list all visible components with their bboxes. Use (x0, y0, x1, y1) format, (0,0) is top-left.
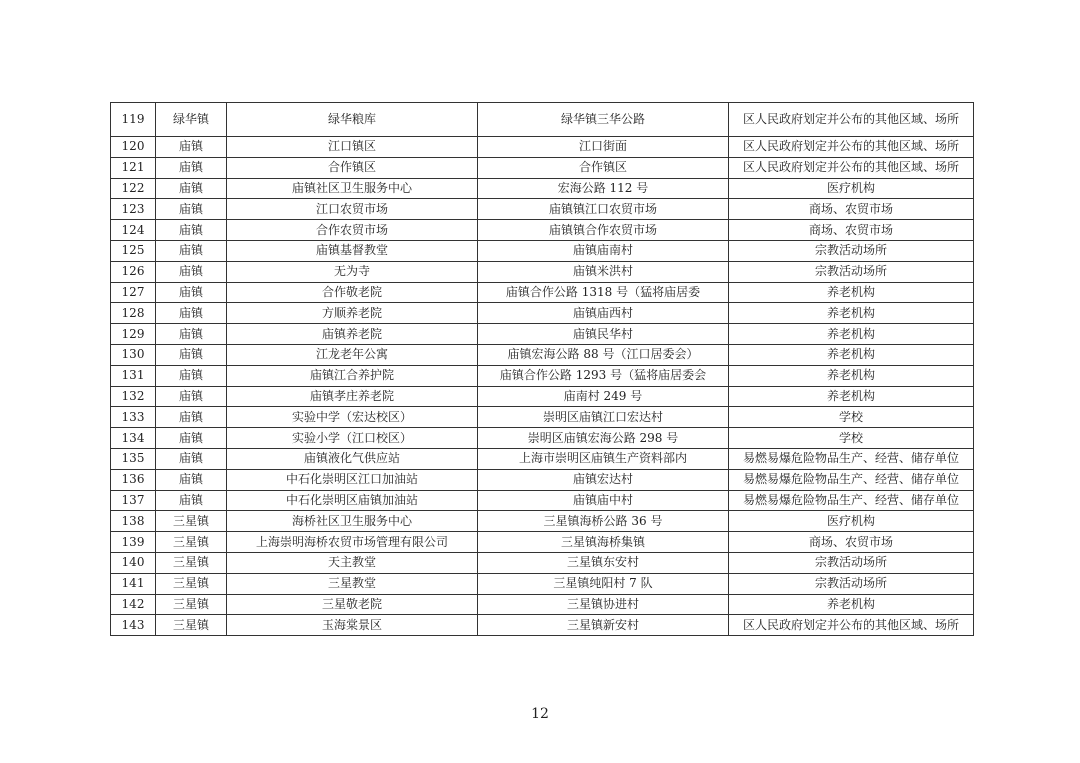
category-cell: 商场、农贸市场 (729, 220, 974, 241)
place-name-cell: 江龙老年公寓 (227, 344, 478, 365)
town-cell: 三星镇 (156, 573, 227, 594)
town-cell: 庙镇 (156, 157, 227, 178)
town-cell: 三星镇 (156, 532, 227, 553)
place-name-cell: 绿华粮库 (227, 103, 478, 137)
place-name-cell: 海桥社区卫生服务中心 (227, 511, 478, 532)
places-table (110, 102, 974, 636)
table-row (111, 594, 974, 615)
place-name-cell: 江口镇区 (227, 137, 478, 158)
row-number-cell: 131 (111, 365, 156, 386)
category-cell: 学校 (729, 428, 974, 449)
place-name-cell: 上海崇明海桥农贸市场管理有限公司 (227, 532, 478, 553)
place-name-cell: 庙镇基督教堂 (227, 240, 478, 261)
category-cell: 区人民政府划定并公布的其他区域、场所 (729, 615, 974, 636)
category-cell: 区人民政府划定并公布的其他区域、场所 (729, 137, 974, 158)
table-row (111, 324, 974, 345)
category-cell: 养老机构 (729, 594, 974, 615)
address-cell: 庙镇宏达村 (478, 469, 729, 490)
place-name-cell: 庙镇孝庄养老院 (227, 386, 478, 407)
place-name-cell: 庙镇液化气供应站 (227, 448, 478, 469)
row-number-cell: 140 (111, 552, 156, 573)
address-cell: 三星镇新安村 (478, 615, 729, 636)
town-cell: 庙镇 (156, 407, 227, 428)
category-cell: 宗教活动场所 (729, 261, 974, 282)
table-row (111, 386, 974, 407)
place-name-cell: 合作镇区 (227, 157, 478, 178)
town-cell: 庙镇 (156, 282, 227, 303)
row-number-cell: 119 (111, 103, 156, 137)
row-number-cell: 127 (111, 282, 156, 303)
address-cell: 庙镇庙中村 (478, 490, 729, 511)
place-name-cell: 中石化崇明区庙镇加油站 (227, 490, 478, 511)
address-cell: 庙南村 249 号 (478, 386, 729, 407)
place-name-cell: 江口农贸市场 (227, 199, 478, 220)
town-cell: 庙镇 (156, 261, 227, 282)
page-number: 12 (531, 706, 549, 722)
row-number-cell: 139 (111, 532, 156, 553)
place-name-cell: 三星教堂 (227, 573, 478, 594)
row-number-cell: 121 (111, 157, 156, 178)
table-row (111, 344, 974, 365)
address-cell: 庙镇庙南村 (478, 240, 729, 261)
place-name-cell: 实验中学（宏达校区） (227, 407, 478, 428)
row-number-cell: 129 (111, 324, 156, 345)
place-name-cell: 无为寺 (227, 261, 478, 282)
address-cell: 庙镇民华村 (478, 324, 729, 345)
town-cell: 三星镇 (156, 615, 227, 636)
address-cell: 庙镇镇合作农贸市场 (478, 220, 729, 241)
category-cell: 宗教活动场所 (729, 573, 974, 594)
category-cell: 养老机构 (729, 344, 974, 365)
category-cell: 易燃易爆危险物品生产、经营、储存单位 (729, 448, 974, 469)
address-cell: 庙镇合作公路 1293 号（猛将庙居委会 (478, 365, 729, 386)
category-cell: 医疗机构 (729, 511, 974, 532)
place-name-cell: 中石化崇明区江口加油站 (227, 469, 478, 490)
table-row (111, 103, 974, 137)
row-number-cell: 134 (111, 428, 156, 449)
category-cell: 商场、农贸市场 (729, 199, 974, 220)
row-number-cell: 126 (111, 261, 156, 282)
category-cell: 易燃易爆危险物品生产、经营、储存单位 (729, 469, 974, 490)
address-cell: 上海市崇明区庙镇生产资料部内 (478, 448, 729, 469)
address-cell: 庙镇宏海公路 88 号（江口居委会） (478, 344, 729, 365)
address-cell: 庙镇合作公路 1318 号（猛将庙居委 (478, 282, 729, 303)
address-cell: 绿华镇三华公路 (478, 103, 729, 137)
row-number-cell: 132 (111, 386, 156, 407)
town-cell: 庙镇 (156, 199, 227, 220)
address-cell: 三星镇东安村 (478, 552, 729, 573)
address-cell: 三星镇海桥集镇 (478, 532, 729, 553)
town-cell: 庙镇 (156, 220, 227, 241)
category-cell: 宗教活动场所 (729, 240, 974, 261)
row-number-cell: 123 (111, 199, 156, 220)
table-row (111, 428, 974, 449)
table-row (111, 573, 974, 594)
place-name-cell: 天主教堂 (227, 552, 478, 573)
table-row (111, 157, 974, 178)
category-cell: 区人民政府划定并公布的其他区域、场所 (729, 103, 974, 137)
table-row (111, 490, 974, 511)
category-cell: 商场、农贸市场 (729, 532, 974, 553)
category-cell: 养老机构 (729, 324, 974, 345)
category-cell: 区人民政府划定并公布的其他区域、场所 (729, 157, 974, 178)
place-name-cell: 庙镇社区卫生服务中心 (227, 178, 478, 199)
address-cell: 庙镇庙西村 (478, 303, 729, 324)
row-number-cell: 124 (111, 220, 156, 241)
town-cell: 庙镇 (156, 240, 227, 261)
town-cell: 庙镇 (156, 448, 227, 469)
town-cell: 庙镇 (156, 469, 227, 490)
category-cell: 养老机构 (729, 303, 974, 324)
category-cell: 学校 (729, 407, 974, 428)
category-cell: 医疗机构 (729, 178, 974, 199)
table-row (111, 407, 974, 428)
row-number-cell: 125 (111, 240, 156, 261)
address-cell: 江口街面 (478, 137, 729, 158)
table-row (111, 511, 974, 532)
table-row (111, 552, 974, 573)
address-cell: 宏海公路 112 号 (478, 178, 729, 199)
table-row (111, 199, 974, 220)
row-number-cell: 137 (111, 490, 156, 511)
category-cell: 养老机构 (729, 386, 974, 407)
address-cell: 庙镇镇江口农贸市场 (478, 199, 729, 220)
town-cell: 三星镇 (156, 594, 227, 615)
place-name-cell: 三星敬老院 (227, 594, 478, 615)
address-cell: 崇明区庙镇宏海公路 298 号 (478, 428, 729, 449)
town-cell: 三星镇 (156, 511, 227, 532)
table-row (111, 303, 974, 324)
table-row (111, 448, 974, 469)
place-name-cell: 实验小学（江口校区） (227, 428, 478, 449)
row-number-cell: 138 (111, 511, 156, 532)
town-cell: 庙镇 (156, 137, 227, 158)
town-cell: 庙镇 (156, 386, 227, 407)
town-cell: 三星镇 (156, 552, 227, 573)
town-cell: 庙镇 (156, 324, 227, 345)
place-name-cell: 合作敬老院 (227, 282, 478, 303)
table-row (111, 261, 974, 282)
category-cell: 易燃易爆危险物品生产、经营、储存单位 (729, 490, 974, 511)
table-row (111, 178, 974, 199)
row-number-cell: 136 (111, 469, 156, 490)
row-number-cell: 122 (111, 178, 156, 199)
row-number-cell: 130 (111, 344, 156, 365)
address-cell: 三星镇协进村 (478, 594, 729, 615)
place-name-cell: 合作农贸市场 (227, 220, 478, 241)
category-cell: 养老机构 (729, 365, 974, 386)
row-number-cell: 143 (111, 615, 156, 636)
town-cell: 庙镇 (156, 303, 227, 324)
table-row (111, 365, 974, 386)
place-name-cell: 方顺养老院 (227, 303, 478, 324)
table-row (111, 615, 974, 636)
table-row (111, 532, 974, 553)
category-cell: 养老机构 (729, 282, 974, 303)
table-row (111, 220, 974, 241)
row-number-cell: 135 (111, 448, 156, 469)
row-number-cell: 142 (111, 594, 156, 615)
address-cell: 三星镇纯阳村 7 队 (478, 573, 729, 594)
town-cell: 绿华镇 (156, 103, 227, 137)
row-number-cell: 128 (111, 303, 156, 324)
address-cell: 三星镇海桥公路 36 号 (478, 511, 729, 532)
table-row (111, 282, 974, 303)
table-row (111, 240, 974, 261)
address-cell: 庙镇米洪村 (478, 261, 729, 282)
town-cell: 庙镇 (156, 365, 227, 386)
address-cell: 合作镇区 (478, 157, 729, 178)
table-row (111, 469, 974, 490)
place-name-cell: 庙镇养老院 (227, 324, 478, 345)
place-name-cell: 玉海棠景区 (227, 615, 478, 636)
table-row (111, 137, 974, 158)
row-number-cell: 133 (111, 407, 156, 428)
town-cell: 庙镇 (156, 428, 227, 449)
row-number-cell: 120 (111, 137, 156, 158)
category-cell: 宗教活动场所 (729, 552, 974, 573)
town-cell: 庙镇 (156, 490, 227, 511)
place-name-cell: 庙镇江合养护院 (227, 365, 478, 386)
address-cell: 崇明区庙镇江口宏达村 (478, 407, 729, 428)
row-number-cell: 141 (111, 573, 156, 594)
town-cell: 庙镇 (156, 178, 227, 199)
town-cell: 庙镇 (156, 344, 227, 365)
